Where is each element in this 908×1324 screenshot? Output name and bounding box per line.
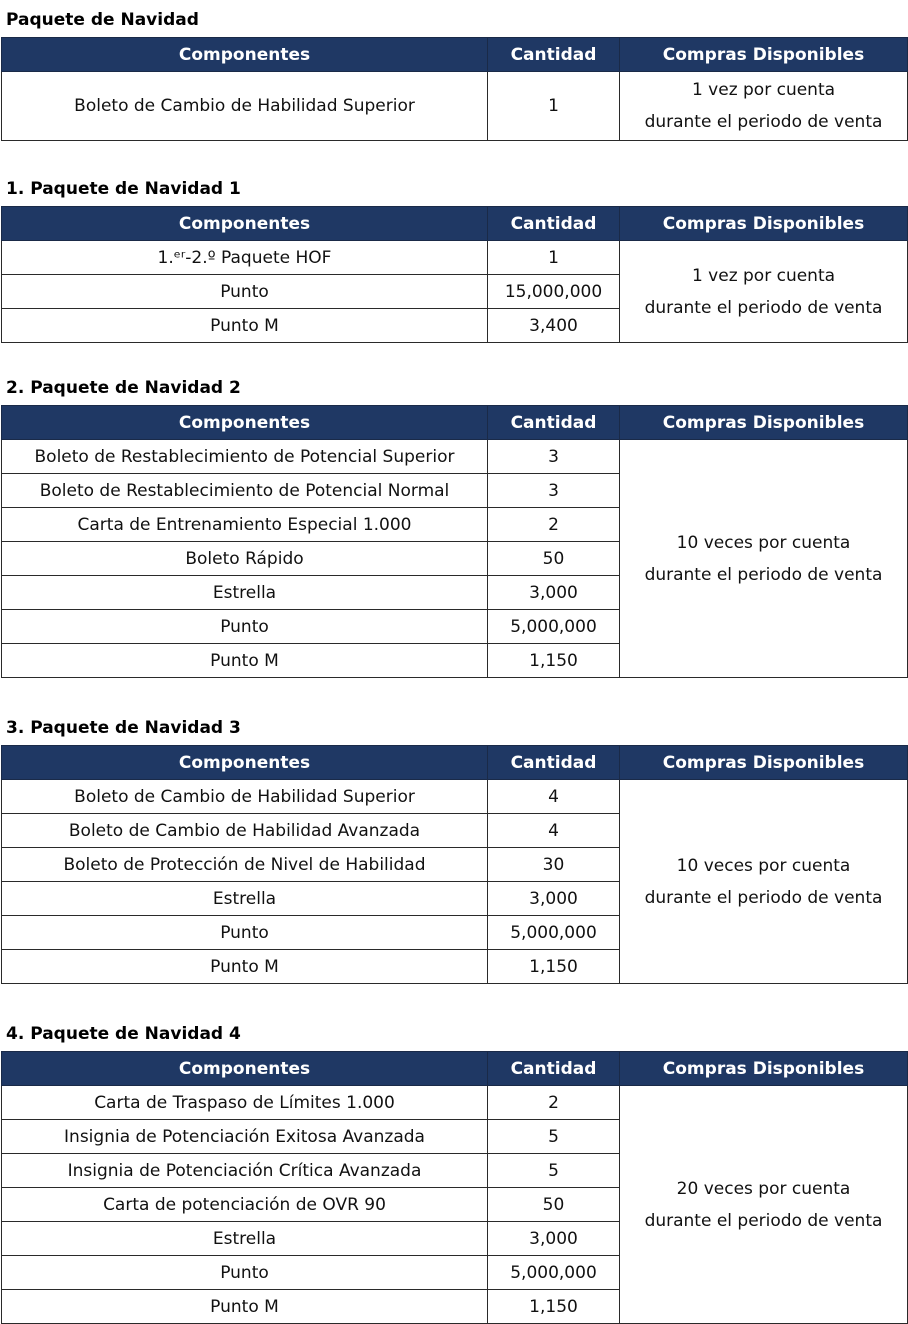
quantity-cell: 5,000,000 — [488, 916, 620, 950]
quantity-cell: 1 — [488, 72, 620, 141]
component-cell: Punto — [2, 610, 488, 644]
header-row — [2, 746, 908, 780]
component-cell: Punto M — [2, 309, 488, 343]
header-components: Componentes — [2, 38, 488, 72]
component-cell: Boleto de Cambio de Habilidad Superior — [2, 780, 488, 814]
header-purchases: Compras Disponibles — [620, 746, 908, 780]
header-components: Componentes — [2, 406, 488, 440]
component-cell: Boleto de Restablecimiento de Potencial Superior — [2, 440, 488, 474]
header-quantity: Cantidad — [488, 38, 620, 72]
component-cell: Punto M — [2, 1290, 488, 1324]
quantity-cell: 3,000 — [488, 882, 620, 916]
component-cell: Estrella — [2, 882, 488, 916]
component-cell: Punto M — [2, 644, 488, 678]
quantity-cell: 1,150 — [488, 950, 620, 984]
component-cell: Boleto de Restablecimiento de Potencial Normal — [2, 474, 488, 508]
table-row — [2, 780, 908, 814]
quantity-cell: 5,000,000 — [488, 1256, 620, 1290]
package-table — [1, 37, 908, 141]
header-purchases: Compras Disponibles — [620, 406, 908, 440]
header-row — [2, 1052, 908, 1086]
quantity-cell: 1 — [488, 241, 620, 275]
section-title: 1. Paquete de Navidad 1 — [6, 179, 241, 199]
purchase-limit-cell — [620, 780, 908, 984]
table-row — [2, 72, 908, 141]
purchase-limit-line: 1 vez por cuenta — [691, 80, 836, 100]
package-table — [1, 745, 908, 984]
quantity-cell: 3,400 — [488, 309, 620, 343]
quantity-cell: 50 — [488, 1188, 620, 1222]
component-cell: Punto — [2, 275, 488, 309]
section-title: 2. Paquete de Navidad 2 — [6, 378, 241, 398]
purchase-limit-line: 20 veces por cuenta — [676, 1178, 851, 1199]
component-cell: Estrella — [2, 1222, 488, 1256]
quantity-cell: 2 — [488, 508, 620, 542]
quantity-cell: 30 — [488, 848, 620, 882]
package-table — [1, 405, 908, 678]
table-row — [2, 440, 908, 474]
section-title: Paquete de Navidad — [6, 10, 199, 30]
purchase-limit-line: durante el periodo de venta — [644, 1210, 883, 1231]
header-row — [2, 207, 908, 241]
purchase-limit-line: durante el periodo de venta — [644, 297, 883, 318]
quantity-cell: 15,000,000 — [488, 275, 620, 309]
section-title: 4. Paquete de Navidad 4 — [6, 1024, 241, 1044]
quantity-cell: 1,150 — [488, 644, 620, 678]
section-title: 3. Paquete de Navidad 3 — [6, 718, 241, 738]
quantity-cell: 3,000 — [488, 1222, 620, 1256]
header-components: Componentes — [2, 746, 488, 780]
header-purchases: Compras Disponibles — [620, 38, 908, 72]
package-table — [1, 1051, 908, 1324]
component-cell: Punto M — [2, 950, 488, 984]
component-cell: Insignia de Potenciación Exitosa Avanzada — [2, 1120, 488, 1154]
quantity-cell: 5,000,000 — [488, 610, 620, 644]
header-purchases: Compras Disponibles — [620, 207, 908, 241]
purchase-limit-line: 10 veces por cuenta — [676, 532, 851, 553]
quantity-cell: 3 — [488, 440, 620, 474]
component-cell: Insignia de Potenciación Crítica Avanzada — [2, 1154, 488, 1188]
header-quantity: Cantidad — [488, 1052, 620, 1086]
component-cell: Punto — [2, 916, 488, 950]
component-cell: Boleto de Protección de Nivel de Habilidad — [2, 848, 488, 882]
quantity-cell: 5 — [488, 1120, 620, 1154]
header-purchases: Compras Disponibles — [620, 1052, 908, 1086]
component-cell: Carta de Traspaso de Límites 1.000 — [2, 1086, 488, 1120]
quantity-cell: 4 — [488, 780, 620, 814]
purchase-limit-cell — [620, 72, 908, 141]
purchase-limit-cell — [620, 1086, 908, 1324]
purchase-limit-cell — [620, 241, 908, 343]
component-cell: Boleto Rápido — [2, 542, 488, 576]
table-row — [2, 241, 908, 275]
purchase-limit-line: durante el periodo de venta — [644, 112, 883, 132]
component-cell: 1.ᵉʳ-2.º Paquete HOF — [2, 241, 488, 275]
header-components: Componentes — [2, 1052, 488, 1086]
component-cell: Carta de potenciación de OVR 90 — [2, 1188, 488, 1222]
purchase-limit-line: durante el periodo de venta — [644, 887, 883, 908]
header-quantity: Cantidad — [488, 746, 620, 780]
purchase-limit-line: durante el periodo de venta — [644, 564, 883, 585]
quantity-cell: 2 — [488, 1086, 620, 1120]
quantity-cell: 5 — [488, 1154, 620, 1188]
quantity-cell: 1,150 — [488, 1290, 620, 1324]
component-cell: Estrella — [2, 576, 488, 610]
component-cell: Boleto de Cambio de Habilidad Avanzada — [2, 814, 488, 848]
purchase-limit-line: 1 vez por cuenta — [691, 265, 836, 286]
component-cell: Boleto de Cambio de Habilidad Superior — [2, 72, 488, 141]
header-row — [2, 406, 908, 440]
header-components: Componentes — [2, 207, 488, 241]
quantity-cell: 50 — [488, 542, 620, 576]
table-row — [2, 1086, 908, 1120]
purchase-limit-line: 10 veces por cuenta — [676, 855, 851, 876]
component-cell: Punto — [2, 1256, 488, 1290]
quantity-cell: 4 — [488, 814, 620, 848]
package-table — [1, 206, 908, 343]
purchase-limit-cell — [620, 440, 908, 678]
header-quantity: Cantidad — [488, 207, 620, 241]
header-row — [2, 38, 908, 72]
quantity-cell: 3,000 — [488, 576, 620, 610]
component-cell: Carta de Entrenamiento Especial 1.000 — [2, 508, 488, 542]
quantity-cell: 3 — [488, 474, 620, 508]
header-quantity: Cantidad — [488, 406, 620, 440]
